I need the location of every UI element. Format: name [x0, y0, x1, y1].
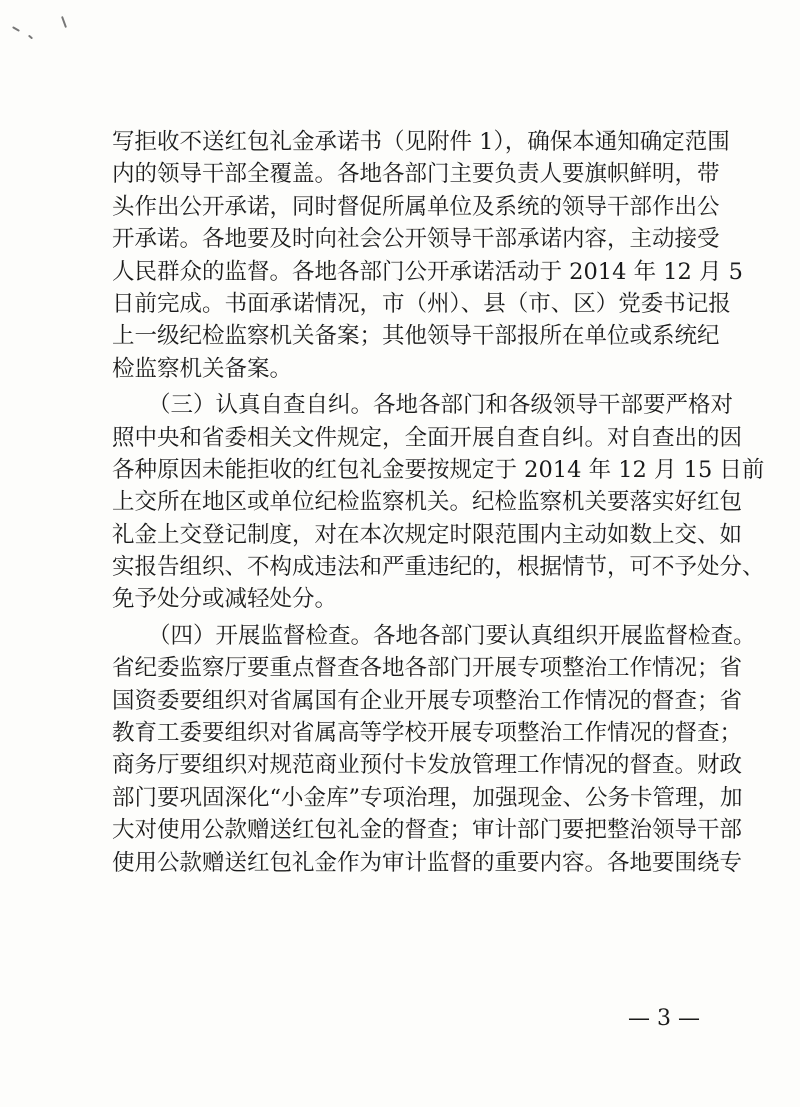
text-line: 使用公款赠送红包礼金作为审计监督的重要内容。各地要围绕专: [112, 849, 743, 876]
section-heading-line: （三）认真自查自纠。各地各部门和各级领导干部要严格对: [148, 392, 734, 419]
document-body: [112, 126, 765, 879]
text-line: 日前完成。书面承诺情况，市（州）、县（市、区）党委书记报: [112, 290, 731, 317]
text-line: 上交所在地区或单位纪检监察机关。纪检监察机关要落实好红包: [112, 489, 743, 516]
text-line: 检监察机关备案。: [112, 355, 293, 382]
text-line: 内的领导干部全覆盖。各地各部门主要负责人要旗帜鲜明，带: [112, 161, 720, 188]
scan-speck: [61, 16, 67, 28]
text-line: 人民群众的监督。各地各部门公开承诺活动于 2014 年 12 月 5: [112, 258, 743, 285]
section-heading-line: （四）开展监督检查。各地各部门要认真组织开展监督检查。: [148, 622, 756, 649]
text-line: 免予处分或减轻处分。: [112, 586, 338, 613]
scan-speck: [28, 35, 33, 40]
text-line: 照中央和省委相关文件规定，全面开展自查自纠。对自查出的因: [112, 424, 743, 451]
page-number: — 3 —: [628, 1006, 700, 1031]
text-line: 开承诺。各地要及时向社会公开领导干部承诺内容，主动接受: [112, 226, 720, 253]
text-line: 实报告组织、不构成违法和严重违纪的，根据情节，可不予处分、: [112, 554, 765, 581]
text-line: 上一级纪检监察机关备案；其他领导干部报所在单位或系统纪: [112, 323, 720, 350]
text-line: 大对使用公款赠送红包礼金的督查；审计部门要把整治领导干部: [112, 817, 743, 844]
text-line: 商务厅要组织对规范商业预付卡发放管理工作情况的督查。财政: [112, 752, 743, 779]
scan-speck: [12, 26, 20, 32]
text-line: 头作出公开承诺，同时督促所属单位及系统的领导干部作出公: [112, 193, 720, 220]
text-line: 礼金上交登记制度，对在本次规定时限范围内主动如数上交、如: [112, 521, 743, 548]
text-line: 各种原因未能拒收的红包礼金要按规定于 2014 年 12 月 15 日前: [112, 456, 765, 483]
text-line: 部门要巩固深化“小金库”专项治理，加强现金、公务卡管理，加: [112, 784, 743, 811]
text-line: 国资委要组织对省属国有企业开展专项整治工作情况的督查；省: [112, 687, 743, 714]
text-line: 写拒收不送红包礼金承诺书（见附件 1），确保本通知确定范围: [112, 129, 730, 155]
text-line: 省纪委监察厅要重点督查各地各部门开展专项整治工作情况；省: [112, 655, 743, 682]
text-line: 教育工委要组织对省属高等学校开展专项整治工作情况的督查；: [112, 720, 743, 747]
